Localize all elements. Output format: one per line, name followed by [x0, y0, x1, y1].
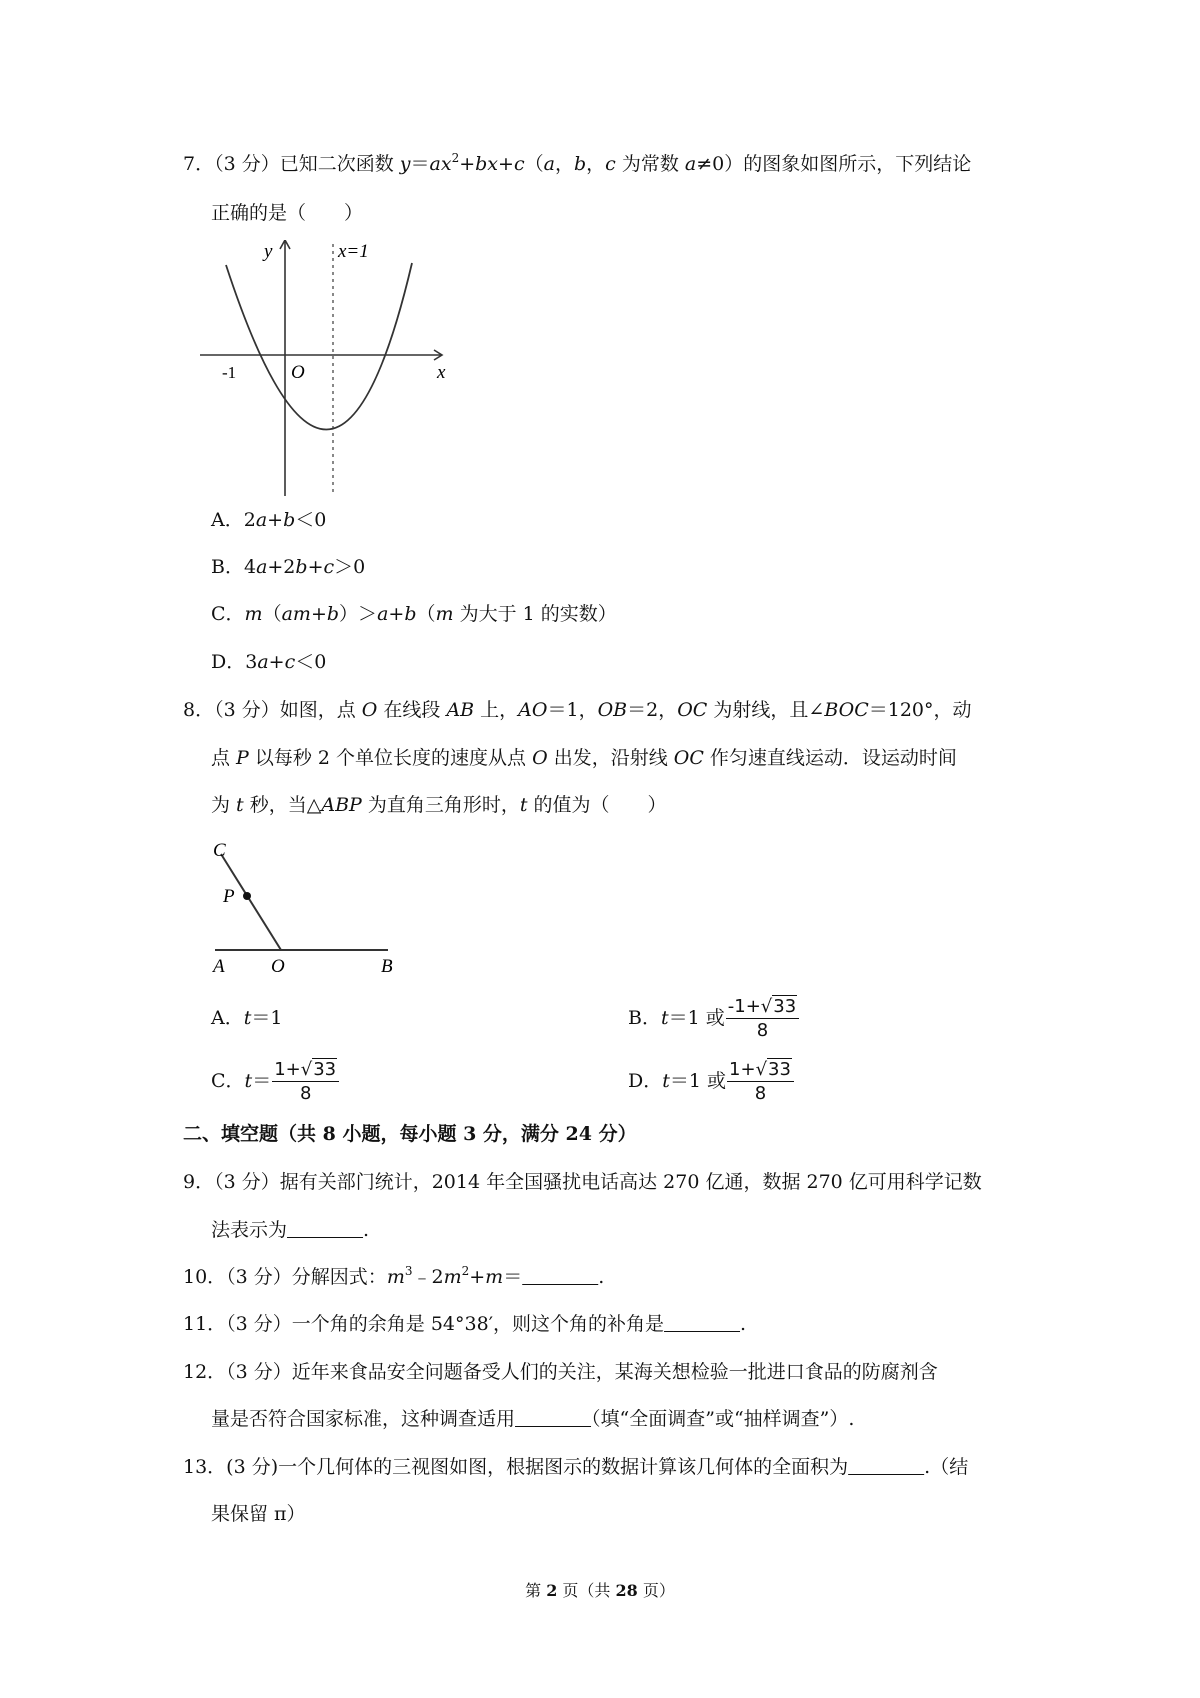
current-page-number: 2 — [546, 1581, 558, 1600]
q9-line-2: 法表示为 . — [211, 1219, 370, 1241]
parabola-curve — [226, 263, 412, 430]
q7-line-1: 7．（3 分）已知二次函数 $y=ax^2+bx+c(a$，b，c 为常数 a≠0）的图象如图所示，下列结论 — [183, 151, 972, 175]
q8-option-b-fraction: $\frac{-1+√33}{8}$ — [726, 998, 799, 1040]
q11: 11．（3 分）一个角的余角是 54°38′，则这个角的补角是 . — [183, 1313, 747, 1335]
label-c: C — [213, 840, 226, 861]
q8-option-d-fraction: $\frac{1+√33}{8}$ — [727, 1061, 794, 1103]
label-o: O — [271, 956, 285, 973]
label-a: A — [213, 956, 225, 973]
q10: 10．（3 分）分解因式：$m^3﹣2m^2+m=$ . — [183, 1264, 605, 1288]
q7-parabola-graph — [200, 240, 460, 496]
y-axis-label: y — [264, 241, 273, 262]
q8-option-c: C．t＝ $\frac{1+√33}{8}$ — [211, 1053, 339, 1109]
q8-line-1: 8．（3 分）如图，点 O 在线段 AB 上，AO＝1，OB＝2，OC 为射线，且∠BOC＝120°，动 — [183, 699, 972, 721]
q8-option-a: A．t＝1 — [211, 1007, 283, 1029]
q7-line-2: 正确的是（ ） — [211, 202, 364, 224]
x-axis-label: x — [437, 362, 446, 383]
q8-line-2: 点 P 以每秒 2 个单位长度的速度从点 O 出发，沿射线 OC 作匀速直线运动．设运动时间 — [211, 747, 957, 769]
q8-geometry-figure — [205, 838, 405, 973]
origin-label: O — [291, 362, 305, 383]
label-b: B — [381, 956, 393, 973]
q8-line-3: 为 t 秒，当△ABP 为直角三角形时，t 的值为（ ） — [211, 794, 667, 816]
q8-option-b: B．t＝1 或 $\frac{-1+√33}{8}$ — [628, 990, 799, 1046]
q7-option-c: C．m（am+b）＞a+b（m 为大于 1 的实数） — [211, 603, 617, 625]
section-2-heading: 二、填空题（共 8 小题，每小题 3 分，满分 24 分） — [183, 1123, 637, 1145]
q7-option-a: A．2a+b＜0 — [211, 509, 327, 531]
neg-one-label: -1 — [222, 363, 237, 382]
q9-line-1: 9．（3 分）据有关部门统计，2014 年全国骚扰电话高达 270 亿通，数据 270 亿可用科学记数 — [183, 1171, 982, 1193]
q13-line-1: 13．(3 分)一个几何体的三视图如图，根据图示的数据计算该几何体的全面积为 .（结 — [183, 1456, 969, 1478]
q12-line-2: 量是否符合国家标准，这种调查适用 （填“全面调查”或“抽样调查”）. — [211, 1408, 855, 1430]
total-pages-number: 28 — [615, 1581, 638, 1600]
q7-option-d: D．3a+c＜0 — [211, 651, 327, 673]
q7-option-b: B．4a+2b+c＞0 — [211, 556, 366, 578]
q8-option-d: D．t＝1 或 $\frac{1+√33}{8}$ — [628, 1053, 794, 1109]
point-p-dot — [243, 892, 251, 900]
page-footer: 第 2 页（共 28 页） — [525, 1581, 675, 1600]
label-p: P — [223, 886, 235, 907]
q8-option-c-fraction: $\frac{1+√33}{8}$ — [272, 1061, 339, 1103]
q13-line-2: 果保留 π） — [211, 1503, 306, 1525]
q12-line-1: 12．（3 分）近年来食品安全问题备受人们的关注，某海关想检验一批进口食品的防腐剂含 — [183, 1361, 938, 1383]
axis-of-symmetry-label: x=1 — [338, 241, 369, 262]
